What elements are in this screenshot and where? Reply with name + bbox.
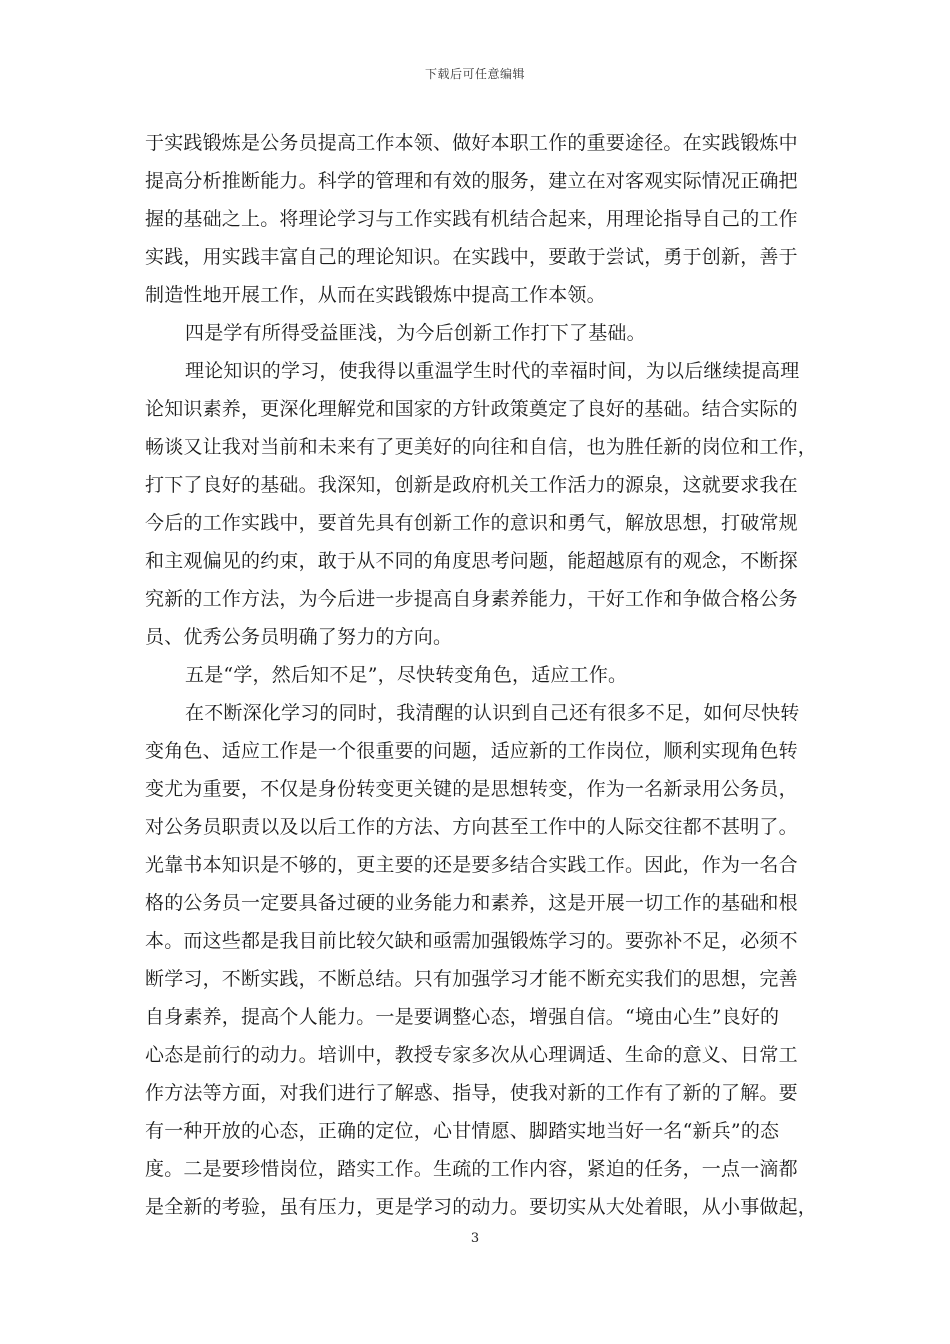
text-line: 握的基础之上。将理论学习与工作实践有机结合起来，用理论指导自己的工作 [145, 208, 798, 230]
section-heading: 五是“学，然后知不足”，尽快转变角色，适应工作。 [185, 664, 628, 686]
page-header: 下载后可任意编辑 [424, 67, 525, 81]
text-line: 实践，用实践丰富自己的理论知识。在实践中，要敢于尝试，勇于创新，善于 [145, 246, 798, 268]
text-line: 作方法等方面，对我们进行了解惑、指导，使我对新的工作有了新的了解。要 [145, 1082, 798, 1104]
text-line: 自身素养，提高个人能力。一是要调整心态，增强自信。“境由心生”良好的 [145, 1006, 780, 1028]
text-line: 光靠书本知识是不够的，更主要的还是要多结合实践工作。因此，作为一名合 [145, 854, 798, 876]
text-line: 和主观偏见的约束，敢于从不同的角度思考问题，能超越原有的观念，不断探 [145, 550, 798, 572]
text-line: 度。二是要珍惜岗位，踏实工作。生疏的工作内容，紧迫的任务，一点一滴都 [145, 1158, 798, 1180]
document-body [145, 124, 818, 1226]
text-line: 断学习，不断实践，不断总结。只有加强学习才能不断充实我们的思想，完善 [145, 968, 798, 990]
text-line: 员、优秀公务员明确了努力的方向。 [145, 626, 453, 648]
text-line: 今后的工作实践中，要首先具有创新工作的意识和勇气，解放思想，打破常规 [145, 512, 798, 534]
text-line: 变尤为重要，不仅是身份转变更关键的是思想转变，作为一名新录用公务员， [145, 778, 798, 800]
text-line: 变角色、适应工作是一个很重要的问题，适应新的工作岗位，顺利实现角色转 [145, 740, 798, 762]
section-heading: 四是学有所得受益匪浅，为今后创新工作打下了基础。 [185, 322, 646, 344]
text-line: 论知识素养，更深化理解党和国家的方针政策奠定了良好的基础。结合实际的 [145, 398, 798, 420]
paragraph-start: 理论知识的学习，使我得以重温学生时代的幸福时间，为以后继续提高理 [185, 360, 800, 382]
text-line: 对公务员职责以及以后工作的方法、方向甚至工作中的人际交往都不甚明了。 [145, 816, 798, 838]
text-line: 本。而这些都是我目前比较欠缺和亟需加强锻炼学习的。要弥补不足，必须不 [145, 930, 798, 952]
text-line: 畅谈又让我对当前和未来有了更美好的向往和自信，也为胜任新的岗位和工作， [145, 436, 818, 458]
text-line: 于实践锻炼是公务员提高工作本领、做好本职工作的重要途径。在实践锻炼中 [145, 132, 798, 154]
text-line: 打下了良好的基础。我深知，创新是政府机关工作活力的源泉，这就要求我在 [145, 474, 798, 496]
text-line: 是全新的考验，虽有压力，更是学习的动力。要切实从大处着眼，从小事做起， [145, 1196, 818, 1218]
text-line: 心态是前行的动力。培训中，教授专家多次从心理调适、生命的意义、日常工 [145, 1044, 798, 1066]
text-line: 提高分析推断能力。科学的管理和有效的服务，建立在对客观实际情况正确把 [145, 170, 798, 192]
text-line: 究新的工作方法，为今后进一步提高自身素养能力，干好工作和争做合格公务 [145, 588, 798, 610]
text-line: 有一种开放的心态，正确的定位，心甘情愿、脚踏实地当好一名“新兵”的态 [145, 1120, 780, 1142]
text-line: 制造性地开展工作，从而在实践锻炼中提高工作本领。 [145, 284, 606, 306]
text-line: 格的公务员一定要具备过硬的业务能力和素养，这是开展一切工作的基础和根 [145, 892, 798, 914]
page-number: 3 [470, 1231, 480, 1246]
paragraph-start: 在不断深化学习的同时，我清醒的认识到自己还有很多不足，如何尽快转 [185, 702, 800, 724]
